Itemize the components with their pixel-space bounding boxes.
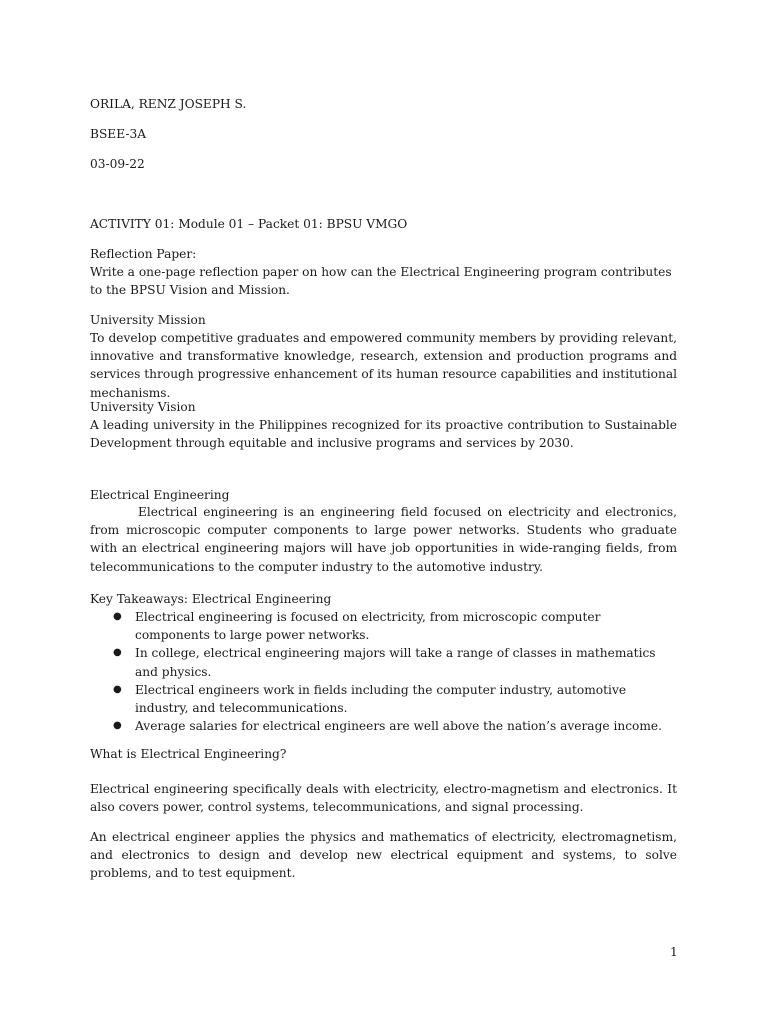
what-is-paragraph-2: An electrical engineer applies the physics and mathematics of electricity, electromagnetism, and electronics to design and develop new electrical equipment and systems, to solve problems, and to test equipment. (90, 830, 677, 881)
mission-text: To develop competitive graduates and empowered community members by providing relevant, innovative and transformative knowledge, research, extension and production programs and services through progressive enhancement of its human resource capabilities and institutional mechanisms. (90, 331, 677, 400)
ee-heading: Electrical Engineering (90, 488, 230, 502)
takeaways-list (90, 608, 677, 735)
student-section: BSEE-3A (90, 127, 146, 141)
student-name: ORILA, RENZ JOSEPH S. (90, 97, 247, 111)
list-item (90, 717, 677, 735)
reflection-instruction-line-2: to the BPSU Vision and Mission. (90, 283, 290, 297)
reflection-heading: Reflection Paper: (90, 247, 197, 261)
mission-heading: University Mission (90, 313, 206, 327)
vision-heading: University Vision (90, 400, 196, 414)
list-item (90, 644, 677, 680)
list-item-text: Average salaries for electrical engineers are well above the nation’s average income. (135, 719, 663, 734)
bullet-icon: ● (113, 611, 122, 622)
list-item-text: In college, electrical engineering majors will take a range of classes in mathematics and physics. (135, 646, 656, 679)
what-is-paragraph-1: Electrical engineering specifically deals with electricity, electro-magnetism and electronics. It also covers power, control systems, telecommunications, and signal processing. (90, 782, 677, 815)
list-item-text: Electrical engineering is focused on electricity, from microscopic computer components to large power networks. (135, 610, 601, 643)
ee-text: Electrical engineering is an engineering field focused on electricity and electronics, from microscopic computer components to large power networks. Students who graduate with an electrical engineering majors will have job opportunities in wide-ranging fields, from telecommunications to the computer industry to the automotive industry. (90, 505, 677, 574)
reflection-instruction-line-1: Write a one-page reflection paper on how can the Electrical Engineering program contributes (90, 265, 672, 279)
list-item (90, 681, 677, 717)
activity-title: ACTIVITY 01: Module 01 – Packet 01: BPSU VMGO (90, 217, 408, 231)
bullet-icon: ● (113, 647, 122, 659)
page-number: 1 (670, 945, 678, 959)
bullet-icon: ● (113, 720, 122, 732)
takeaways-heading: Key Takeaways: Electrical Engineering (90, 592, 332, 606)
list-item-text: Electrical engineers work in fields including the computer industry, automotive industry, and telecommunications. (135, 682, 627, 716)
list-item (90, 608, 677, 644)
vision-text: A leading university in the Philippines recognized for its proactive contribution to Sustainable Development through equitable and inclusive programs and services by 2030. (90, 418, 677, 451)
bullet-icon: ● (113, 683, 122, 695)
what-is-heading: What is Electrical Engineering? (90, 747, 287, 761)
submission-date: 03-09-22 (90, 157, 145, 171)
